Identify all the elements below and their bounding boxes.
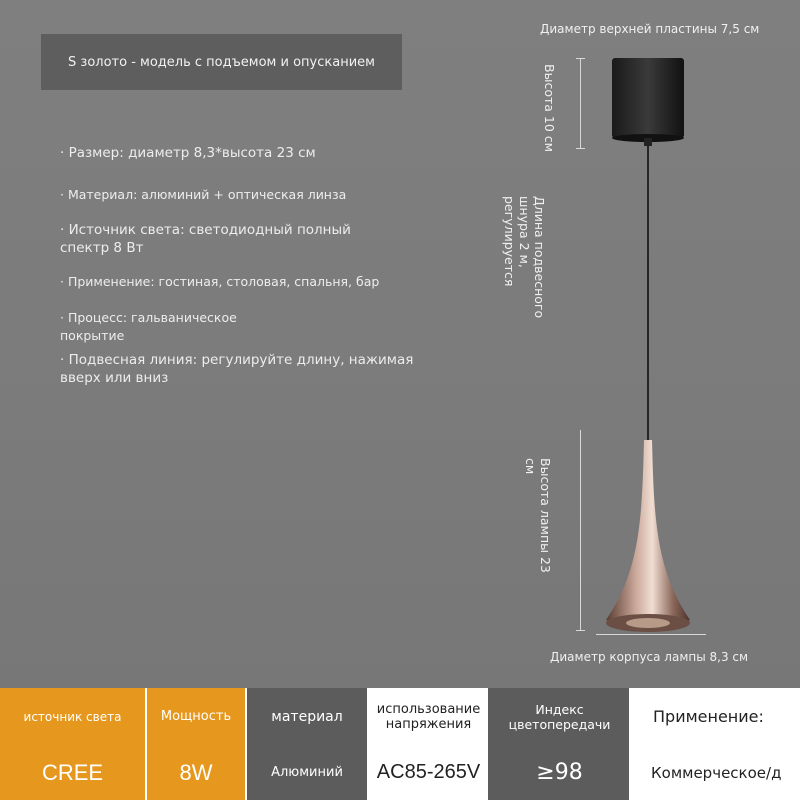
value-application: Коммерческое/д (631, 745, 800, 800)
value-voltage: AC85-265V (369, 745, 490, 800)
header-material: материал (247, 688, 369, 745)
header-power: Мощность (147, 688, 247, 745)
spec-table (0, 688, 800, 800)
spec-application: · Применение: гостиная, столовая, спальня, бар (60, 274, 380, 289)
header-application: Применение: (631, 688, 800, 745)
pendant-lamp-illustration (560, 40, 720, 650)
header-cri: Индекс цветопередачи (490, 688, 631, 745)
body-diameter-line (596, 634, 706, 635)
title-text: S золото - модель с подъемом и опусканием (68, 54, 375, 70)
dimension-tick (576, 148, 585, 149)
canopy-dimension-line (580, 58, 581, 148)
spec-material: · Материал: алюминий + оптическая линза (60, 187, 347, 202)
title-banner (41, 34, 402, 90)
dimension-tick (576, 630, 585, 631)
top-plate-label: Диаметр верхней пластины 7,5 см (540, 22, 760, 36)
value-power: 8W (147, 745, 247, 800)
spec-process: · Процесс: гальваническое покрытие (60, 310, 237, 343)
header-light-source: источник света (0, 688, 147, 745)
dimension-tick (576, 58, 585, 59)
value-material: Алюминий (247, 745, 369, 800)
canopy-height-label: Высота 10 см (542, 64, 557, 153)
lamp-dimension-line (580, 430, 581, 630)
cord-length-label: Длина подвесного шнура 2 м, регулируется (502, 196, 547, 319)
value-light-source: CREE (0, 745, 147, 800)
spec-cord: · Подвесная линия: регулируйте длину, нажимая вверх или вниз (60, 352, 414, 386)
header-voltage: использование напряжения (369, 688, 490, 745)
spec-light-source: · Источник света: светодиодный полный спектр 8 Вт (60, 222, 351, 256)
lamp-height-label: Высота лампы 23 см (523, 458, 553, 573)
value-cri: ≥98 (490, 745, 631, 800)
body-diameter-label: Диаметр корпуса лампы 8,3 см (550, 650, 749, 664)
spec-size: · Размер: диаметр 8,3*высота 23 см (60, 145, 316, 161)
